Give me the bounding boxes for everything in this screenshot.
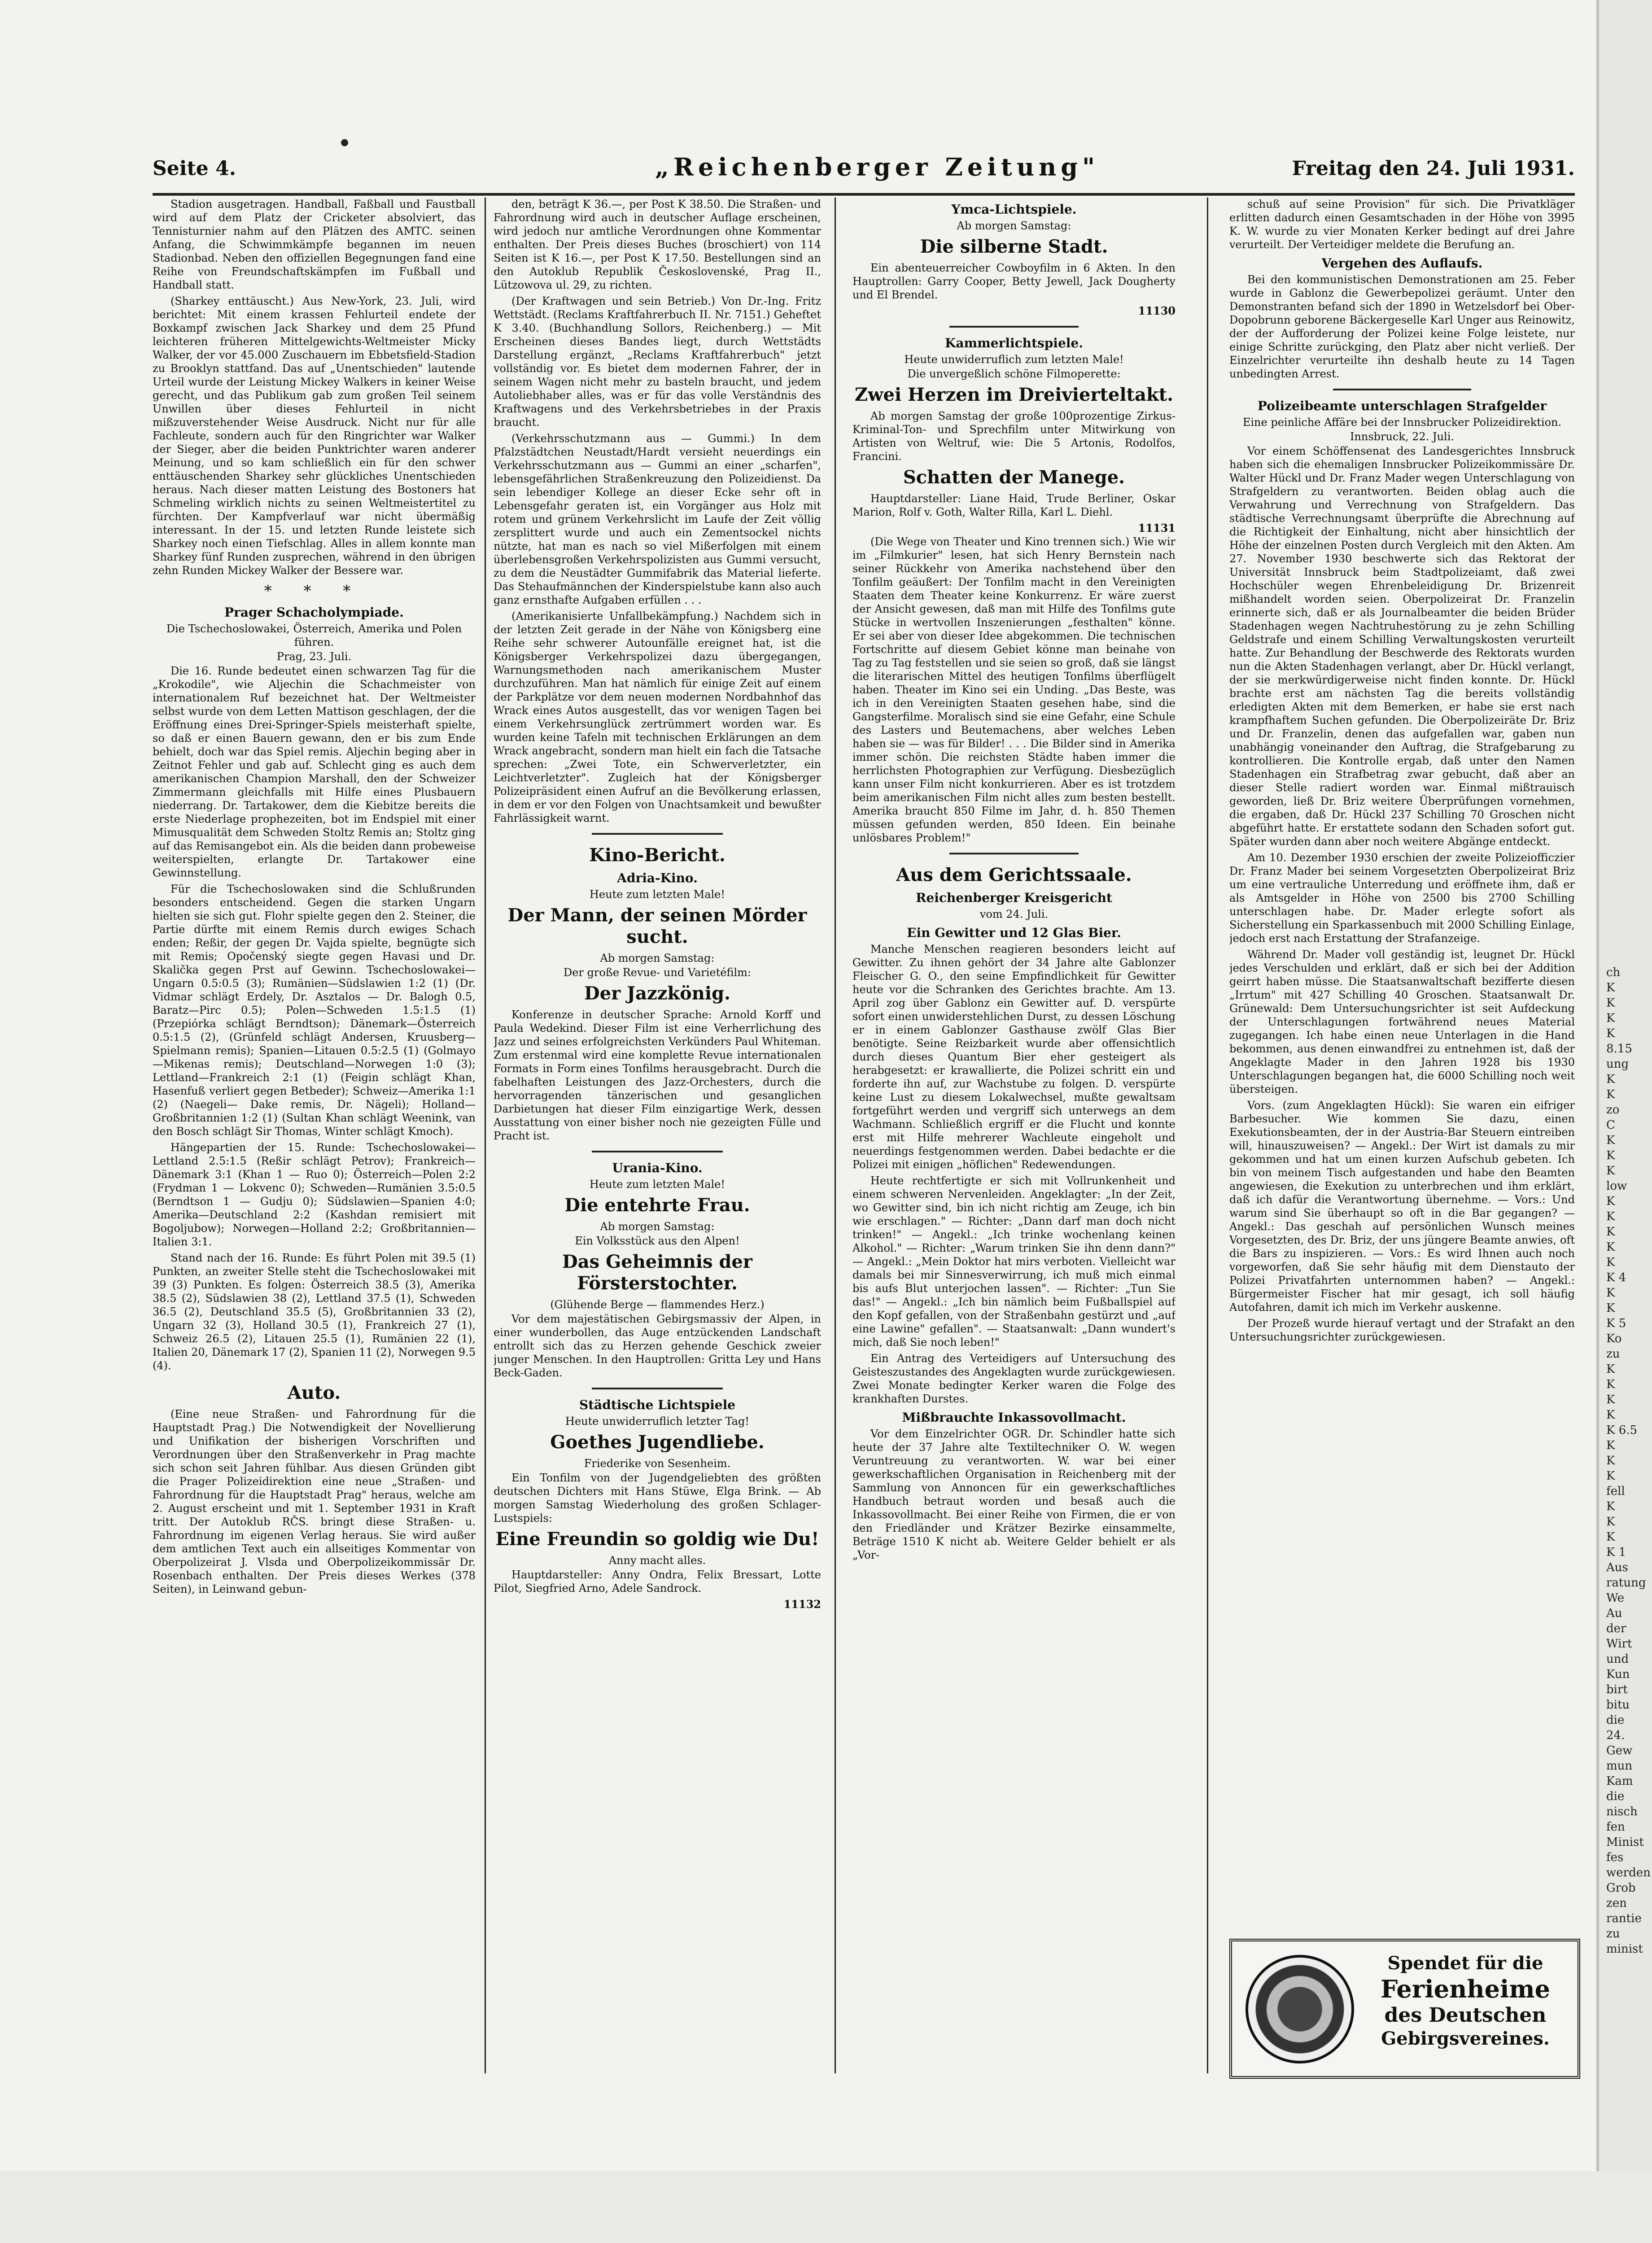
fragment-line: K [1606, 1012, 1615, 1025]
film-title: Schatten der Manege. [903, 467, 1125, 488]
cast-list: Hauptdarsteller: Anny Ondra, Felix Bressart, Lotte Pilot, Siegfried Arno, Adele Sandrock. [494, 1568, 821, 1595]
fragment-line: die [1606, 1713, 1625, 1727]
section-separator: * * * [264, 582, 364, 600]
fragment-line: Au [1606, 1607, 1622, 1620]
paragraph: Vors. (zum Angeklagten Hückl): Sie waren ein eifriger Barbesucher. Wie kommen Sie dazu, einen Exekutionsbeamten, der in der Austria-Bar Steuern eintreiben will, hinauszuweisen? — Angekl.: Der Wirt ist damals zu mir gekommen und hat um einen kurzen Aufschub gebeten. Ich bin von meinem Tisch aufgestanden und habe den Beamten angewiesen, die Exekution zu unterbrechen und ihm erklärt, daß ich dafür die Verantwortung übernehme. — Vors.: Und warum sind Sie überhaupt so oft in die Bar gegangen? — Angekl.: Das geschah auf persönlichen Wunsch meines Vorgesetzten, des Dr. Briz, der uns jüngere Beamte anwies, oft die Bars zu inspizieren. — Vors.: Es wird Ihnen auch noch vorgeworfen, daß Sie sehr häufig mit dem Dienstauto der Polizei Privatfahrten unternommen haben? — Angekl.: Bürgermeister Fischer hat mir gesagt, ich soll häufig Autofahren, damit ich mich im Verkehr auskenne. [1229, 1099, 1575, 1314]
divider [949, 326, 1079, 328]
fragment-line: werden [1606, 1866, 1651, 1879]
page-number: Seite 4. [153, 157, 236, 180]
cinema-name: Kammerlichtspiele. [945, 336, 1083, 350]
paragraph: Manche Menschen reagieren besonders leicht auf Gewitter. Zu ihnen gehört der 34 Jahre alte Gablonzer Fleischer G. O., den seine Empfindlichkeit für Gewitter heute vor die Schranken des Gerichtes brachte. Am 13. April zog über Gablonz ein Gewitter auf. D. verspürte sofort einen unwiderstehlichen Durst, zu dessen Löschung er in einem Gablonzer Gasthause zwölf Glas Bier benötigte. Seine Reizbarkeit wurde aber offensichtlich durch dieses Quantum Bier eher gesteigert als herabgesetzt: er krawallierte, die Polizei schritt ein und forderte ihn auf, zur Wachstube zu folgen. D. verspürte keine Lust zu diesem Lokalwechsel, mußte gewaltsam fortgeführt werden und vergriff sich unterwegs an dem Wachmann. Schließlich ergriff er die Flucht und konnte erst mit Hilfe mehrerer Wachleute eingeholt und neuerdings festgenommen werden. Dabei bedachte er die Polizei mit einigen „höflichen" Redewendungen. [852, 943, 1176, 1171]
dateline: Prag, 23. Juli. [276, 650, 352, 663]
ad-line: Spendet für die [1387, 1953, 1543, 1974]
cinema-name: Städtische Lichtspiele [579, 1397, 736, 1412]
film-genre: Ein Volksstück aus den Alpen! [575, 1235, 740, 1247]
fragment-line: K [1606, 1286, 1615, 1300]
section-title: Kino-Bericht. [589, 845, 725, 866]
film-subtitle: Friederike von Sesenheim. [584, 1457, 731, 1470]
column-4 [1229, 197, 1575, 1930]
fragment-line: bitu [1606, 1698, 1630, 1712]
fragment-line: mun [1606, 1759, 1633, 1773]
paragraph: (Eine neue Straßen- und Fahrordnung für die Hauptstadt Prag.) Die Notwendigkeit der Novellierung und Unifikation der bisherigen Vorschriften und Verordnungen über den Straßenverkehr in Prag machte sich schon seit Jahren fühlbar. Aus diesen Gründen gibt die Prager Polizeidirektion eine neue „Straßen- und Fahrordnung für die Hauptstadt Prag" heraus, welche am 2. August erscheint und mit 1. September 1931 in Kraft tritt. Der Autoklub RČS. bringt diese Straßen- u. Fahrordnung im eigenen Verlag heraus. Sie wird außer dem amtlichen Text auch ein allseitiges Kommentar von Oberpolizeirat J. Vlsda und Oberpolizeikommissär Dr. Rosenbach enthalten. Der Preis dieses Werkes (378 Seiten), in Leinwand gebun- [153, 1408, 476, 1595]
fragment-line: zo [1606, 1103, 1620, 1117]
ad-number: 11130 [1138, 304, 1176, 317]
paragraph: Stadion ausgetragen. Handball, Faßball und Faustball wird auf dem Platz der Cricketer absolviert, das Tennisturnier nahm auf den Plätzen des AMTC. seinen Anfang, die Schwimmkämpfe begannen im neuen Stadionbad. Neben den offiziellen Begegnungen fand eine Reihe von Freundschaftskämpfen im Fußball und Handball statt. [153, 198, 476, 291]
paragraph: Hängepartien der 15. Runde: Tschechoslowakei—Lettland 2.5:1.5 (Reßir schlägt Petrov); Frankreich—Dänemark 3:1 (Khan 1 — Ruo 0); Österreich—Polen 2:2 (Frydman 1 — Lokvenc 0); Schweden—Rumänien 3.5:0.5 (Berndtson 1 — Gudju 0); Südslawien—Spanien 4:0; Amerika—Deutschland 2:2 (Kashdan remisiert mit Bogoljubow); Norwegen—Holland 2:2; Großbritannien—Italien 3:1. [153, 1141, 476, 1248]
paragraph: Die 16. Runde bedeutet einen schwarzen Tag für die „Krokodile", wie Aljechin die Schachmeister von internationalem Ruf bezeichnet hat. Der Weltmeister selbst wurde von dem Letten Mattison geschlagen, der die Eröffnung eines Drei-Springer-Spiels meisterhaft spielte, so daß er einen Bauern gewann, den er bis zum Ende behielt, doch war das Spiel remis. Aljechin beging aber in Zeitnot Fehler und gab auf. Schlecht ging es auch dem amerikanischen Champion Marshall, den der Schweizer Zimmermann gleichfalls mit Hilfe eines Plusbauern niederrang. Dr. Tartakower, dem die Kiebitze bereits die erste Niederlage prophezeiten, bot im Endspiel mit einer Mimusqualität dem Schweden Stoltz Remis an; Stoltz ging auf das Remisangebot ein. Als die beiden dann probeweise weiterspielten, erlangte Dr. Tartakower eine Gewinnstellung. [153, 665, 476, 879]
ad-line: Gebirgsvereines. [1381, 2028, 1550, 2049]
edelweiss-seal-icon [1246, 1955, 1354, 2063]
fragment-line: nisch [1606, 1805, 1638, 1818]
fragment-line: und [1606, 1652, 1629, 1666]
fragment-line: K [1606, 996, 1615, 1010]
column-2 [494, 197, 821, 2073]
fragment-line: K 4 [1606, 1271, 1626, 1284]
showtime-note: Heute zum letzten Male! [589, 888, 725, 901]
section-title: Aus dem Gerichtssaale. [896, 864, 1132, 885]
fragment-line: Aus [1606, 1561, 1628, 1574]
cast-list: Hauptdarsteller: Liane Haid, Trude Berliner, Oskar Marion, Rolf v. Goth, Walter Rilla, Karl L. Diehl. [852, 492, 1176, 518]
issue-date: Freitag den 24. Juli 1931. [1292, 157, 1575, 180]
cinema-name: Ymca-Lichtspiele. [951, 202, 1077, 217]
divider [592, 833, 723, 835]
film-genre: Der große Revue- und Varietéfilm: [564, 966, 751, 979]
fragment-line: K [1606, 1362, 1615, 1376]
fragment-line: ratung [1606, 1576, 1646, 1590]
adjacent-page-fragment [1606, 965, 1651, 2177]
fragment-line: K 1 [1606, 1546, 1626, 1559]
fragment-line: K [1606, 981, 1615, 994]
column-1 [153, 197, 476, 2073]
film-title: Die silberne Stadt. [920, 236, 1108, 257]
fragment-line: ung [1606, 1057, 1629, 1071]
column-rule [1207, 197, 1208, 2073]
film-genre: Die unvergeßlich schöne Filmoperette: [907, 368, 1121, 380]
fragment-line: der [1606, 1622, 1626, 1635]
film-title: Der Jazzkönig. [584, 983, 730, 1004]
headline: Vergehen des Auflaufs. [1321, 256, 1483, 271]
fragment-line: K [1606, 1530, 1615, 1544]
fragment-line: ch [1606, 966, 1621, 979]
fragment-line: K [1606, 1240, 1615, 1254]
advertisement-box [1229, 1939, 1580, 2079]
fragment-line: C [1606, 1118, 1615, 1132]
fragment-line: K [1606, 1378, 1615, 1391]
paragraph: Ein Tonfilm von der Jugendgeliebten des größten deutschen Dichters mit Hans Stüwe, Elga Brink. — Ab morgen Samstag Wiederholung des großen Schlager-Lustspiels: [494, 1472, 821, 1525]
fragment-line: fell [1606, 1485, 1625, 1498]
showtime-note: Ab morgen Samstag: [600, 952, 715, 964]
paragraph: Vor dem Einzelrichter OGR. Dr. Schindler hatte sich heute der 37 Jahre alte Textiltechniker O. W. wegen Veruntreuung zu verantworten. W. war bei einer gewerkschaftlichen Organisation in Reichenberg mit der Sammlung von Annoncen für ein gewerkschaftliches Handbuch betraut worden und besaß auch die Inkassovollmacht. Bei einer Reihe von Firmen, die er von den Friedländer und Krätzer Bezirke einsammelte, Beträge 1510 K nicht ab. Weitere Gelder behielt er als „Vor- [852, 1428, 1176, 1561]
fragment-line: K [1606, 1256, 1615, 1269]
fragment-line: low [1606, 1179, 1627, 1193]
paragraph: Am 10. Dezember 1930 erschien der zweite Polizeiofficzier Dr. Franz Mader bei seinem Vorgesetzten Oberpolizeirat Briz um eine vertrauliche Unterredung und eröffnete ihm, daß er als Amtsgelder in Höhe von 2500 bis 2700 Schilling unterschlagen habe. Dr. Mader erlegte sofort als Sicherstellung ein Sparkassenbuch mit 2000 Schilling Einlage, jedoch erst nach Erstattung der Strafanzeige. [1229, 851, 1575, 945]
dateline: Innsbruck, 22. Juli. [1350, 430, 1455, 443]
fragment-line: K 5 [1606, 1317, 1626, 1330]
fragment-line: K [1606, 1149, 1615, 1162]
paragraph: schuß auf seine Provision" für sich. Die Privatkläger erlitten dadurch einen Gesamtschaden in der Höhe von 3995 K. W. wurde zu vier Monaten Kerker bedingt auf drei Jahre verurteilt. Der Verteidiger meldete die Berufung an. [1229, 198, 1575, 251]
fragment-line: Ko [1606, 1332, 1622, 1345]
column-rule [835, 197, 836, 2073]
film-subtitle: (Glühende Berge — flammendes Herz.) [550, 1298, 765, 1311]
paragraph: Vor einem Schöffensenat des Landesgerichtes Innsbruck haben sich die ehemaligen Innsbrucker Polizeikommissäre Dr. Walter Hückl und Dr. Franz Mader wegen Unterschlagung von Strafgeldern zu verantworten. Beiden oblag auch die Verwahrung und Verrechnung von Strafgeldern. Das städtische Verrechnungsamt überprüfte die Abrechnung auf die Richtigkeit der Einhaltung, nicht aber hinsichtlich der Höhe der einzelnen Posten durch Vergleich mit den Akten. Am 27. November 1930 beschwerte sich das Rektorat der Universität Innsbruck beim Stadtpolizeiamt, daß zwei Hochschüler wegen Ehrenbeleidigung Dr. Brizenreit mißhandelt worden seien. Oberpolizeirat Dr. Franzelin erinnerte sich, daß er als Journalbeamter die beiden Brüder Stadenhagen wegen Nachtruhestörung zu je zehn Schilling Geldstrafe und einem Schilling Verwaltungskosten verurteilt hatte. Zur Behandlung der Beschwerde des Rektorats wurden nun die Akten Stadenhagen verlangt, aber Dr. Hückl verlangt, der sie merkwürdigerweise nicht finden konnte. Dr. Hückl brachte erst am nächsten Tag die bereits vollständig erledigten Akten mit dem Bemerken, er habe sie erst nach krampfhaftem Suchen gefunden. Die Oberpolizeiräte Dr. Briz und Dr. Franzelin, denen das aufgefallen war, gaben nun unabhängig voneinander den Auftrag, die Strafgebarung zu kontrollieren. Die Kontrolle ergab, daß unter den Namen Stadenhagen ein Strafbetrag zwar gebucht, daß aber an dieser Stelle radiert worden war. Einmal mißtrauisch geworden, ließ Dr. Briz weitere Überprüfungen vornehmen, die ergaben, daß Dr. Hückl 237 Schilling 70 Groschen nicht abgeführt hatte. Er erstattete sodann den Schaden sofort gut. Später wurden dann aber noch weitere Abgänge entdeckt. [1229, 445, 1575, 848]
fragment-line: K [1606, 1408, 1615, 1422]
headline: Polizeibeamte unterschlagen Strafgelder [1257, 399, 1547, 413]
film-title: Zwei Herzen im Dreivierteltakt. [854, 384, 1174, 405]
paragraph: Ab morgen Samstag der große 100prozentige Zirkus-Kriminal-Ton- und Sprechfilm unter Mitwirkung von Artisten von Weltruf, wie: Die 5 Artonis, Rodolfos, Francini. [852, 410, 1176, 463]
fragment-line: K [1606, 1134, 1615, 1147]
paragraph: Für die Tschechoslowaken sind die Schlußrunden besonders entscheidend. Gegen die starken Ungarn hielten sie sich gut. Flohr spielte gegen den 2. Steiner, die Partie dürfte mit einem Remis durch ewiges Schach enden; Reßir, der gegen Dr. Vajda spielte, begnügte sich mit Remis; Opočenský siegte gegen Havasi und Dr. Skalička gegen Prst auf Gewinn. Tschechoslowakei—Ungarn 0.5:0.5 (3); Rumänien—Südslawien 1:2 (1) (Dr. Vidmar schlägt Erdely, Dr. Asztalos — Dr. Balogh 0.5, Baratz—Pirc 0.5); Polen—Schweden 1.5:1.5 (1) (Przepiórka schlägt Berndtson); Dänemark—Österreich 0.5:1.5 (2), (Grünfeld schlägt Andersen, Kruusberg—Spielmann remis); Spanien—Litauen 0.5:2.5 (1) (Golmayo—Mikenas remis); Deutschland—Norwegen 1:0 (3); Lettland—Frankreich 2:1 (1) (Feigin schlägt Khan, Hasenfuß verliert gegen Betbeder); Schweiz—Amerika 1:1 (2) (Naegeli— Dake remis, Dr. Nägeli); Holland—Großbritannien 1:2 (1) (Sultan Khan schlägt Weenink, van den Bosch schlägt Sir Thomas, Winter schlägt Kmoch). [153, 883, 476, 1138]
fragment-line: Kun [1606, 1668, 1630, 1681]
divider [949, 853, 1079, 854]
fragment-line: K [1606, 1225, 1615, 1239]
paragraph: Stand nach der 16. Runde: Es führt Polen mit 39.5 (1) Punkten, an zweiter Stelle steht die Tschechoslowakei mit 39 (3) Punkten. Es folgen: Österreich 38.5 (3), Amerika 38.5 (2), Südslawien 38 (2), Lettland 37.5 (1), Schweden 36.5 (2), Deutschland 35.5 (5), Großbritannien 33 (2), Ungarn 32 (3), Holland 30.5 (1), Frankreich 27 (1), Schweiz 26.5 (2), Litauen 25.5 (1), Rumänien 22 (1), Italien 20, Dänemark 17 (2), Spanien 11 (2), Norwegen 9.5 (4). [153, 1252, 476, 1372]
fragment-line: K [1606, 1439, 1615, 1452]
film-title: Das Geheimnis der Försterstochter. [562, 1251, 752, 1294]
fragment-line: 8.15 [1606, 1042, 1632, 1056]
fragment-line: K [1606, 1500, 1615, 1513]
fragment-line: Kam [1606, 1774, 1633, 1788]
page-edge-bottom [0, 2171, 1652, 2243]
film-title: Die entehrte Frau. [564, 1195, 750, 1216]
paragraph: Während Dr. Mader voll geständig ist, leugnet Dr. Hückl jedes Verschulden und erklärt, daß er sich bei der Addition geirrt haben müsse. Die Staatsanwaltschaft bezifferte diesen „Irrtum" mit 427 Schilling 40 Groschen. Staatsanwalt Dr. Grünewald: Dem Untersuchungsrichter ist seit Aufdeckung der Unterschlagungen fortwährend neues Material zugegangen. Ich habe einen neue Unterlagen in die Hand bekommen, aus denen einwandfrei zu entnehmen ist, daß der Angeklagte Mader in den Jahren 1928 bis 1930 Unterschlagungen begangen hat, die 6000 Schilling noch weit übersteigen. [1229, 948, 1575, 1095]
showtime-note: Heute unwiderruflich letzter Tag! [565, 1415, 749, 1428]
headline: Reichenberger Kreisgericht [916, 890, 1112, 905]
fragment-line: K [1606, 1393, 1615, 1406]
fragment-line: K 6.5 [1606, 1424, 1638, 1437]
divider [1333, 389, 1471, 390]
divider [592, 1388, 723, 1389]
section-title: Auto. [287, 1382, 341, 1403]
fragment-line: K [1606, 1210, 1615, 1223]
fragment-line: rantie [1606, 1912, 1642, 1925]
fragment-line: K [1606, 1164, 1615, 1178]
fragment-line: zu [1606, 1927, 1620, 1941]
headline: Ein Gewitter und 12 Glas Bier. [907, 925, 1121, 940]
divider [592, 1151, 723, 1152]
paragraph: Konferenze in deutscher Sprache: Arnold Korff und Paula Wedekind. Dieser Film ist eine Verherrlichung des Jazz und seines erfolgreichsten Verkünders Paul Whiteman. Zum erstenmal wird eine komplette Revue internationalen Formats in Form eines Tonfilms herausgebracht. Durch die fabelhaften Leistungen des Jazz-Orchesters, durch die hervorragenden tänzerischen und gesanglichen Darbietungen hat dieser Film einzigartige Werk, dessen Ausstattung von einer bisher noch nie gezeigten Fülle und Pracht ist. [494, 1008, 821, 1142]
cinema-name: Adria-Kino. [617, 871, 698, 885]
fragment-line: Wirt [1606, 1637, 1632, 1651]
showtime-note: Heute unwiderruflich zum letzten Male! [904, 353, 1124, 366]
paragraph: Ein Antrag des Verteidigers auf Untersuchung des Geisteszustandes des Angeklagten wurde zurückgewiesen. Zwei Monate bedingter Kerker waren die Folge des krankhaften Durstes. [852, 1352, 1176, 1405]
subheadline: Eine peinliche Affäre bei der Innsbrucker Polizeidirektion. [1242, 416, 1562, 429]
paragraph: Heute rechtfertigte er sich mit Vollrunkenheit und einem schweren Nervenleiden. Angeklagter: „In der Zeit, wo Gewitter sind, bin ich nicht richtig am Zeuge, ich bin wie erschlagen." — Richter: „Dann darf man doch nicht trinken!" — Angekl.: „Ich trinke wochenlang keinen Alkohol." — Richter: „Warum trinken Sie ihn denn dann?" — Angekl.: „Mein Doktor hat mirs verboten. Vielleicht war damals bei mir Sinnesverwirrung, ich muß mich einmal bis aufs Blut unterjochen lassen". — Richter: „Tun Sie das!" — Angekl.: „Ich bin nämlich beim Fußballspiel auf den Kopf gefallen, von der Straßenbahn gestürzt und „auf eine Lawine" gefallen". — Staatsanwalt: „Dann wundert's mich, daß Sie noch leben!" [852, 1174, 1176, 1349]
paragraph: (Amerikanisierte Unfallbekämpfung.) Nachdem sich in der letzten Zeit gerade in der Nähe von Königsberg eine Reihe sehr schwerer Autounfälle ereignet hat, ist die Königsberger Verkehrspolizei dazu übergegangen, Warnungsmethoden nach amerikanischem Muster durchzuführen. Man hat nämlich für einige Zeit auf einem der Parkplätze vor dem neuen modernen Nordbahnhof das Wrack eines Autos ausgestellt, das vor wenigen Tagen bei einem Verkehrsunglück zertrümmert worden war. Es wurden keine Tafeln mit technischen Erklärungen an dem Wrack angebracht, sondern man hielt ein fach die Tatsache sprechen: „Zwei Tote, ein Schwerverletzter, ein Leichtverletzter". Zugleich hat der Königsberger Polizeipräsident einen Aufruf an die Bevölkerung erlassen, in dem er vor den Folgen von Unachtsamkeit und bewußter Fahrlässigkeit warnt. [494, 610, 821, 824]
showtime-note: Heute zum letzten Male! [589, 1178, 725, 1191]
fragment-line: minist [1606, 1942, 1643, 1956]
ad-number: 11131 [1138, 521, 1176, 534]
fragment-line: K [1606, 1195, 1615, 1208]
paragraph: Bei den kommunistischen Demonstrationen am 25. Feber wurde in Gablonz die Gewerbepolizei geräumt. Unter den Demonstranten befand sich der 1890 in Wetzelsdorf bei Ober-Dopobrunn geborene Bäckergeselle Karl Unger aus Reinowitz, der der Aufforderung der Polizei keine Folge leistete, nur einige Schritte zurückging, den Platz aber nicht verließ. Der Einzelrichter verurteilte ihn deshalb heute zu 14 Tagen unbedingten Arrest. [1229, 273, 1575, 380]
ad-line: des Deutschen [1384, 2004, 1547, 2027]
paragraph: (Verkehrsschutzmann aus — Gummi.) In dem Pfalzstädtchen Neustadt/Hardt versieht neuerdings ein Verkehrsschutzmann aus — Gummi an einer „scharfen", lebensgefährlichen Straßenkreuzung den Polizeidienst. Da sein lebendiger Kollege an dieser Ecke sehr oft in Lebensgefahr geraten ist, ein Vorgänger aus Holz mit rotem und grünem Verkehrslicht im Laufe der Zeit völlig zersplittert wurde und auch ein Zementsockel nichts nützte, hat man es nach so viel Mißerfolgen mit einem überlebensgroßen Verkehrspolizisten aus Gummi versucht, zu dem die Neustädter Gummifabrik das Material lieferte. Das Stehaufmännchen der Kinderspielstube kann also auch ganz ernsthafte Aufgaben erfüllen . . . [494, 432, 821, 606]
fragment-line: birt [1606, 1683, 1628, 1696]
ad-line: Ferienheime [1381, 1975, 1550, 2003]
fragment-line: 24. [1606, 1729, 1625, 1742]
fragment-line: K [1606, 1454, 1615, 1468]
cinema-name: Urania-Kino. [612, 1161, 703, 1175]
paragraph: (Sharkey enttäuscht.) Aus New-York, 23. Juli, wird berichtet: Mit einem krassen Fehlurteil endete der Boxkampf zwischen Jack Sharkey und dem 25 Pfund leichteren früheren Mittelgewichts-Weltmeister Micky Walker, der vor 45.000 Zuschauern im Ebbetsfield-Stadion zu Brooklyn stattfand. Das auf „Unentschieden" lautende Urteil wurde der Leistung Mickey Walkers in keiner Weise gerecht, und das Publikum gab zum großen Teil seinem Unwillen über dieses Fehlurteil in nicht mißzuverstehender Weise Ausdruck. Nicht nur für alle Fachleute, sondern auch für den Ringrichter war Walker der Sieger, aber die beiden Punktrichter waren anderer Meinung, und so kam schließlich ein für den schwer enttäuschenden Sharkey sehr glückliches Unentschieden heraus. Nach dieser matten Leistung des Bostoners hat Schmeling wirklich nichts zu seinen Weltmeistertitel zu fürchten. Der Kampfverlauf war nicht übermäßig interessant. In der 15. und letzten Runde leistete sich Sharkey noch einen Tiefschlag. Alles in allem konnte man Sharkey fünf Runden zusprechen, während in den übrigen zehn Runden Mickey Walker der Bessere war. [153, 295, 476, 577]
page-header [153, 148, 1575, 196]
paragraph: (Die Wege von Theater und Kino trennen sich.) Wie wir im „Filmkurier" lesen, hat sich Henry Bernstein nach seiner Rückkehr von Amerika nachstehend über den Tonfilm geäußert: Der Tonfilm macht in den Vereinigten Staaten dem Theater keine Konkurrenz. Er wäre zuerst der Ansicht gewesen, daß man mit Hilfe des Tonfilms gute Stücke in wertvollen Inszenierungen „festhalten" könne. Er sei aber von dieser Idee abgekommen. Die technischen Fortschritte auf diesem Gebiet könne man beinahe von Tag zu Tag feststellen und sie seien so groß, daß sie längst die literarischen Mittel des heutigen Tonfilms überflügelt haben. Theater im Kino sei ein Unding. „Das Beste, was ich in den Vereinigten Staaten gesehen habe, sind die Gangsterfilme. Moralisch sind sie eine Gefahr, eine Schule des Lasters und Beutemachens, aber welches Leben haben sie — was für Bilder! . . . Die Bilder sind in Amerika immer schön. Die reichsten Städte haben immer die herrlichsten Photographien zur Verfügung. Diesbezüglich kann unser Film nicht konkurrieren. Aber es ist trotzdem beim amerikanischen Film nicht alles zum besten bestellt. Amerika braucht 850 Filme im Jahr, d. h. 850 Themen müssen gefunden werden, 850 Ideen. Ein beinahe unlösbares Problem!" [852, 535, 1176, 844]
paragraph: (Der Kraftwagen und sein Betrieb.) Von Dr.-Ing. Fritz Wettstädt. (Reclams Kraftfahrerbuch II. Nr. 7151.) Geheftet K 3.40. (Buchhandlung Sollors, Reichenberg.) — Mit Erscheinen dieses Bandes liegt, durch Wettstädts Darstellung ergänzt, „Reclams Kraftfahrerbuch" jetzt vollständig vor. Es bietet dem modernen Fahrer, der in seinem Wagen nicht mehr zu basteln braucht, und jedem Autoliebhaber alles, was er für das volle Verständnis des Kraftwagens und des Verkehrsbetriebes in der Praxis braucht. [494, 295, 821, 429]
fragment-line: zen [1606, 1897, 1627, 1910]
paragraph: Vor dem majestätischen Gebirgsmassiv der Alpen, in einer wunderbollen, das Auge entzückenden Landschaft entrollt sich das zu Herzen gehende Geschick zweier junger Menschen. In den Hauptrollen: Gritta Ley und Hans Beck-Gaden. [494, 1313, 821, 1379]
fragment-line: K [1606, 1301, 1615, 1315]
fragment-line: We [1606, 1591, 1624, 1605]
fragment-line: Grob [1606, 1881, 1636, 1895]
fragment-line: die [1606, 1790, 1625, 1803]
showtime-note: Ab morgen Samstag: [600, 1220, 715, 1233]
paragraph: Ein abenteuerreicher Cowboyfilm in 6 Akten. In den Hauptrollen: Garry Cooper, Betty Jewell, Jack Dougherty und El Brendel. [852, 262, 1176, 301]
fragment-line: zu [1606, 1347, 1620, 1361]
advertisement-text [1362, 1952, 1569, 2050]
fragment-line: K [1606, 1469, 1615, 1483]
headline: Mißbrauchte Inkassovollmacht. [902, 1410, 1126, 1425]
paragraph: Der Prozeß wurde hierauf vertagt und der Strafakt an den Untersuchungsrichter zurückgewiesen. [1229, 1317, 1575, 1343]
fragment-line: Minist [1606, 1836, 1644, 1849]
film-title: Eine Freundin so goldig wie Du! [495, 1529, 819, 1550]
fragment-line: K [1606, 1515, 1615, 1529]
fragment-line: K [1606, 1073, 1615, 1086]
fragment-line: K [1606, 1088, 1615, 1101]
showtime-note: Ab morgen Samstag: [957, 219, 1071, 232]
fragment-line: K [1606, 1027, 1615, 1040]
fragment-line: fes [1606, 1851, 1624, 1864]
film-subtitle: Anny macht alles. [608, 1554, 706, 1567]
dateline: vom 24. Juli. [979, 908, 1049, 920]
fragment-line: fen [1606, 1820, 1625, 1834]
subheadline: Die Tschechoslowakei, Österreich, Amerika und Polen führen. [166, 622, 462, 648]
newspaper-title: „Reichenberger Zeitung" [655, 153, 1100, 181]
ink-dot [341, 139, 348, 146]
column-rule [485, 197, 486, 2073]
film-title: Goethes Jugendliebe. [550, 1432, 765, 1453]
headline: Prager Schacholympiade. [224, 605, 404, 620]
film-title: Der Mann, der seinen Mörder sucht. [507, 905, 807, 947]
fragment-line: Gew [1606, 1744, 1633, 1757]
paragraph: den, beträgt K 36.—, per Post K 38.50. Die Straßen- und Fahrordnung wird auch in deutscher Auflage erscheinen, wird jedoch nur amtliche Verordnungen ohne Kommentar enthalten. Der Preis dieses Buches (broschiert) von 114 Seiten ist K 16.—, per Post K 17.50. Bestellungen sind an den Autoklub Republik Československé, Prag II., Lützowova ul. 29, zu richten. [494, 198, 821, 291]
ad-number: 11132 [783, 1598, 821, 1611]
column-3 [852, 197, 1176, 2073]
